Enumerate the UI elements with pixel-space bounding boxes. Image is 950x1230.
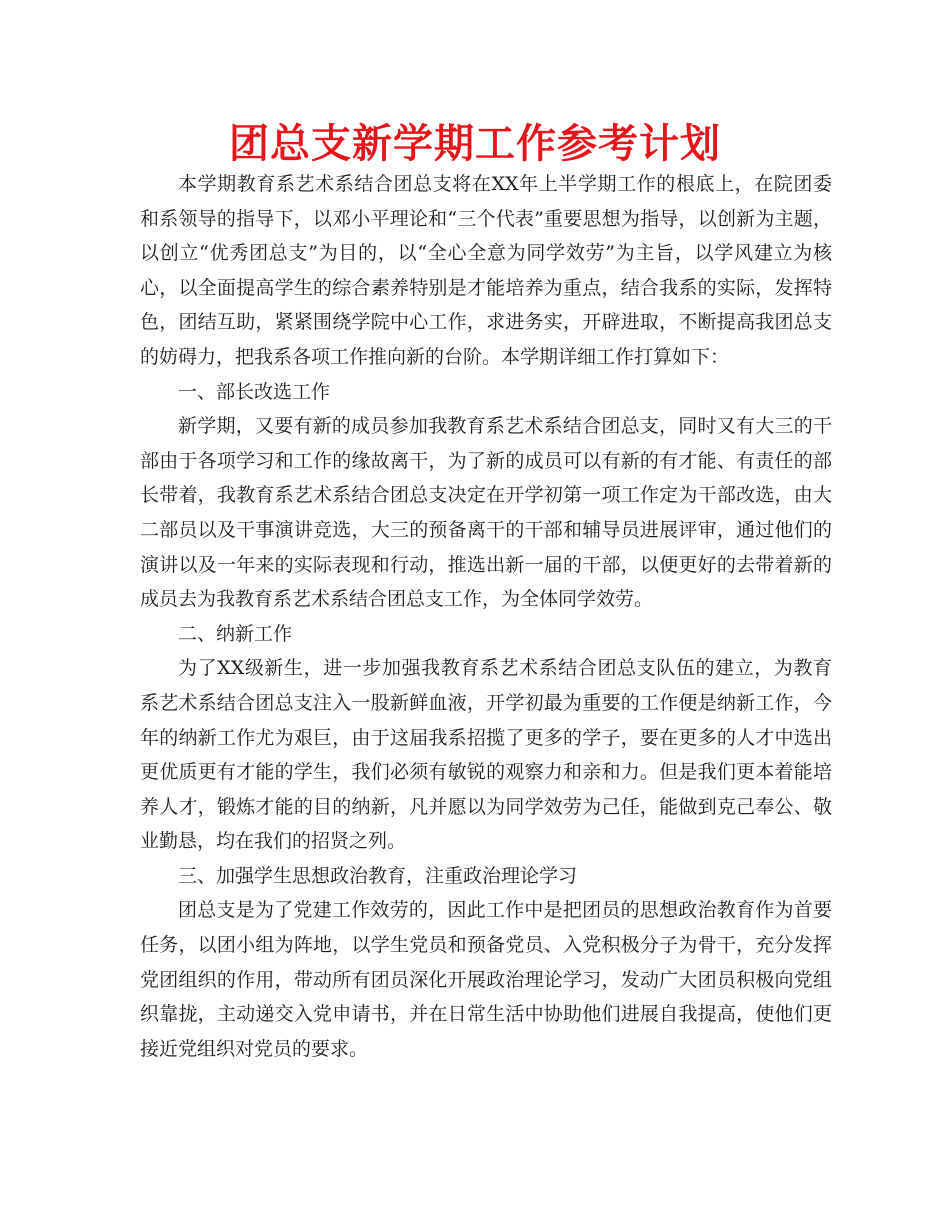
document-body: [140, 167, 832, 1066]
intro-paragraph: 本学期教育系艺术系结合团总支将在XX年上半学期工作的根底上，在院团委和系领导的指导下，以邓小平理论和“三个代表”重要思想为指导，以创新为主题，以创立“优秀团总支”为目的，以“全心全意为同学效劳”为主旨，以学风建立为核心，以全面提高学生的综合素养特别是才能培养为重点，结合我系的实际，发挥特色，团结互助，紧紧围绕学院中心工作，求进务实，开辟进取，不断提高我团总支的妨碍力，把我系各项工作推向新的台阶。本学期详细工作打算如下：: [140, 173, 832, 368]
section-heading-2: 二、纳新工作: [178, 622, 293, 645]
section-heading-3: 三、加强学生思想政治教育，注重政治理论学习: [178, 864, 578, 887]
section-paragraph-3: 团总支是为了党建工作效劳的，因此工作中是把团员的思想政治教育作为首要任务，以团小组为阵地，以学生党员和预备党员、入党积极分子为骨干，充分发挥党团组织的作用，带动所有团员深化开展政治理论学习，发动广大团员积极向党组织靠拢，主动递交入党申请书，并在日常生活中协助他们进展自我提高，使他们更接近党组织对党员的要求。: [140, 899, 832, 1060]
section-heading-1: 一、部长改选工作: [178, 380, 331, 403]
section-paragraph-2: 为了XX级新生，进一步加强我教育系艺术系结合团总支队伍的建立，为教育系艺术系结合团总支注入一股新鲜血液，开学初最为重要的工作便是纳新工作，今年的纳新工作尤为艰巨，由于这届我系招揽了更多的学子，要在更多的人才中选出更优质更有才能的学生，我们必须有敏锐的观察力和亲和力。但是我们更本着能培养人才，锻炼才能的目的纳新，凡并愿以为同学效劳为己任，能做到克己奉公、敬业勤恳，均在我们的招贤之列。: [140, 657, 832, 853]
document-title: 团总支新学期工作参考计划: [229, 121, 721, 167]
section-paragraph-1: 新学期，又要有新的成员参加我教育系艺术系结合团总支，同时又有大三的干部由于各项学习和工作的缘故离干，为了新的成员可以有新的有才能、有责任的部长带着，我教育系艺术系结合团总支决定在开学初第一项工作定为干部改选，由大二部员以及干事演讲竞选，大三的预备离干的干部和辅导员进展评审，通过他们的演讲以及一年来的实际表现和行动，推选出新一届的干部，以便更好的去带着新的成员去为我教育系艺术系结合团总支工作，为全体同学效劳。: [140, 415, 832, 611]
